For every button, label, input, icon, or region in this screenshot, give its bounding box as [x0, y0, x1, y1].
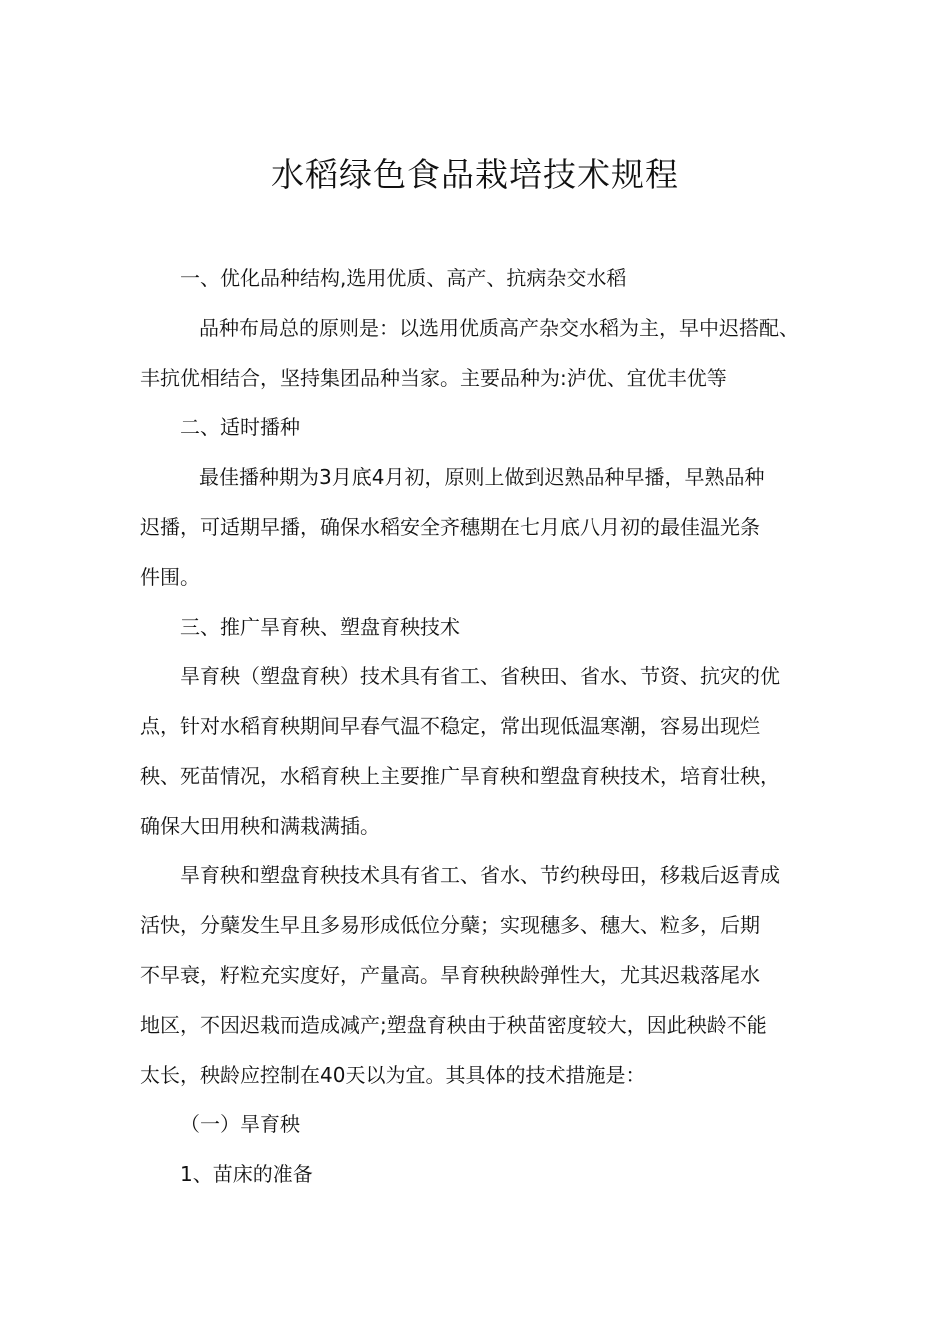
subheading-1-1: 1、苗床的准备 [180, 1162, 313, 1186]
heading-2: 二、适时播种 [180, 415, 300, 439]
paragraph-4-line-3: 不早衰，籽粒充实度好，产量高。旱育秧秧龄弹性大，尤其迟栽落尾水 [140, 963, 760, 987]
paragraph-1-line-1: 品种布局总的原则是：以选用优质高产杂交水稻为主，早中迟搭配、 [199, 316, 799, 340]
paragraph-2-line-2: 迟播，可适期早播，确保水稻安全齐穗期在七月底八月初的最佳温光条 [140, 515, 760, 539]
heading-1: 一、优化品种结构,选用优质、高产、抗病杂交水稻 [180, 266, 627, 290]
paragraph-3-line-3: 秧、死苗情况，水稻育秧上主要推广旱育秧和塑盘育秧技术，培育壮秧， [140, 764, 780, 788]
paragraph-4-line-5: 太长，秧龄应控制在40天以为宜。其具体的技术措施是： [140, 1063, 646, 1087]
heading-3: 三、推广旱育秧、塑盘育秧技术 [180, 615, 460, 639]
document-title: 水稻绿色食品栽培技术规程 [271, 155, 679, 194]
paragraph-2-line-1: 最佳播种期为3月底4月初，原则上做到迟熟品种早播，早熟品种 [199, 465, 765, 489]
paragraph-4-line-4: 地区，不因迟栽而造成减产;塑盘育秧由于秧苗密度较大，因此秧龄不能 [140, 1013, 767, 1037]
paragraph-3-line-4: 确保大田用秧和满栽满插。 [140, 814, 380, 838]
paragraph-3-line-1: 旱育秧（塑盘育秧）技术具有省工、省秧田、省水、节资、抗灾的优 [180, 664, 780, 688]
paragraph-4-line-2: 活快，分蘖发生早且多易形成低位分蘖；实现穗多、穗大、粒多，后期 [140, 913, 760, 937]
subheading-1: （一）旱育秧 [180, 1112, 300, 1136]
paragraph-1-line-2: 丰抗优相结合，坚持集团品种当家。主要品种为:泸优、宜优丰优等 [140, 366, 727, 390]
paragraph-3-line-2: 点，针对水稻育秧期间早春气温不稳定，常出现低温寒潮，容易出现烂 [140, 714, 760, 738]
paragraph-4-line-1: 旱育秧和塑盘育秧技术具有省工、省水、节约秧母田，移栽后返青成 [180, 863, 780, 887]
paragraph-2-line-3: 件围。 [140, 565, 200, 589]
